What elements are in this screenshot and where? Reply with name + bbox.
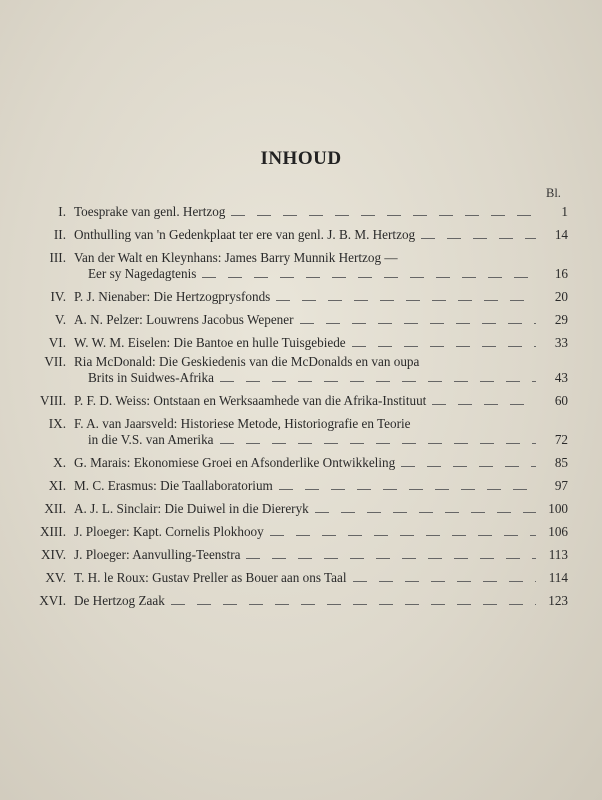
page-title: INHOUD	[260, 148, 342, 169]
dot-leader	[246, 558, 536, 559]
toc-entry-title-line: T. H. le Roux: Gustav Preller as Bouer aan ons Taal	[74, 570, 347, 585]
dot-leader	[300, 323, 536, 324]
toc-entry-page: 106	[548, 524, 568, 539]
dot-leader	[231, 215, 536, 216]
toc-entry-page: 16	[554, 266, 568, 281]
toc-entry-number: II.	[53, 227, 66, 242]
toc-entry-page: 1	[561, 204, 568, 219]
dot-leader	[270, 535, 536, 536]
toc-entry-title-line: P. J. Nienaber: Die Hertzogprysfonds	[74, 289, 271, 304]
toc-entry-title-line: Brits in Suidwes-Afrika	[88, 370, 215, 385]
toc-entry-number: I.	[58, 204, 66, 219]
toc-entry-number: X.	[53, 455, 66, 470]
toc-entry-page: 97	[554, 478, 568, 493]
toc-entry-title-line: Toesprake van genl. Hertzog	[74, 204, 226, 219]
toc-entry-page: 14	[554, 227, 568, 242]
toc-entry-page: 33	[554, 335, 568, 350]
toc-entry-page: 20	[554, 289, 568, 304]
toc-entry-page: 100	[548, 501, 568, 516]
dot-leader	[220, 443, 536, 444]
toc-entry-page: 60	[554, 393, 568, 408]
toc-entry-title-line: J. Ploeger: Kapt. Cornelis Plokhooy	[74, 524, 264, 539]
toc-entry-page: 123	[548, 593, 568, 608]
dot-leader	[315, 512, 536, 513]
toc-entry-number: XI.	[48, 478, 66, 493]
toc-entry-title-line: W. W. M. Eiselen: Die Bantoe en hulle Tuisgebiede	[74, 335, 346, 350]
toc-entry-title-line: P. F. D. Weiss: Ontstaan en Werksaamhede van die Afrika-Instituut	[74, 393, 427, 408]
toc-entry-title-line: Ria McDonald: Die Geskiedenis van die McDonalds en van oupa	[74, 354, 420, 369]
toc-entry-number: XIV.	[40, 547, 66, 562]
toc-entry-title-line: G. Marais: Ekonomiese Groei en Afsonderlike Ontwikkeling	[74, 455, 396, 470]
dot-leader	[276, 300, 536, 301]
toc-entry-number: IX.	[48, 416, 66, 431]
toc-entry-number: XII.	[44, 501, 66, 516]
toc-entry-page: 114	[548, 570, 568, 585]
toc-entry-page: 113	[548, 547, 568, 562]
toc-entry-page: 43	[554, 370, 568, 385]
toc-entry-title-line: M. C. Erasmus: Die Taallaboratorium	[74, 478, 273, 493]
toc-entry-title-line: Van der Walt en Kleynhans: James Barry Munnik Hertzog —	[74, 250, 398, 265]
dot-leader	[220, 381, 536, 382]
toc-entry-title-line: Onthulling van 'n Gedenkplaat ter ere van genl. J. B. M. Hertzog	[74, 227, 416, 242]
toc-entry-title-line: A. J. L. Sinclair: Die Duiwel in die Diereryk	[74, 501, 309, 516]
page-column-header: Bl.	[546, 186, 561, 200]
toc-entry-number: VI.	[48, 335, 66, 350]
toc-entry-number: III.	[49, 250, 66, 265]
toc-entry-title-line: Eer sy Nagedagtenis	[88, 266, 197, 281]
toc-entry-title-line: in die V.S. van Amerika	[88, 432, 214, 447]
toc-entry-page: 72	[554, 432, 568, 447]
toc-entry-number: V.	[54, 312, 66, 327]
toc-entry-page: 85	[554, 455, 568, 470]
toc-entry-number: VII.	[44, 354, 66, 369]
dot-leader	[279, 489, 536, 490]
toc-entry-number: XIII.	[40, 524, 66, 539]
toc-entry-number: XVI.	[39, 593, 66, 608]
toc-entry-title-line: De Hertzog Zaak	[74, 593, 165, 608]
toc-entry-page: 29	[554, 312, 568, 327]
toc-entry-title-line: A. N. Pelzer: Louwrens Jacobus Wepener	[74, 312, 294, 327]
toc-entry-title-line: F. A. van Jaarsveld: Historiese Metode, Historiografie en Teorie	[74, 416, 411, 431]
dot-leader	[171, 604, 536, 605]
toc-entry-number: VIII.	[40, 393, 66, 408]
toc-entry-number: XV.	[45, 570, 66, 585]
toc-entry-title-line: J. Ploeger: Aanvulling-Teenstra	[74, 547, 241, 562]
toc-entry-number: IV.	[50, 289, 66, 304]
dot-leader	[202, 277, 536, 278]
